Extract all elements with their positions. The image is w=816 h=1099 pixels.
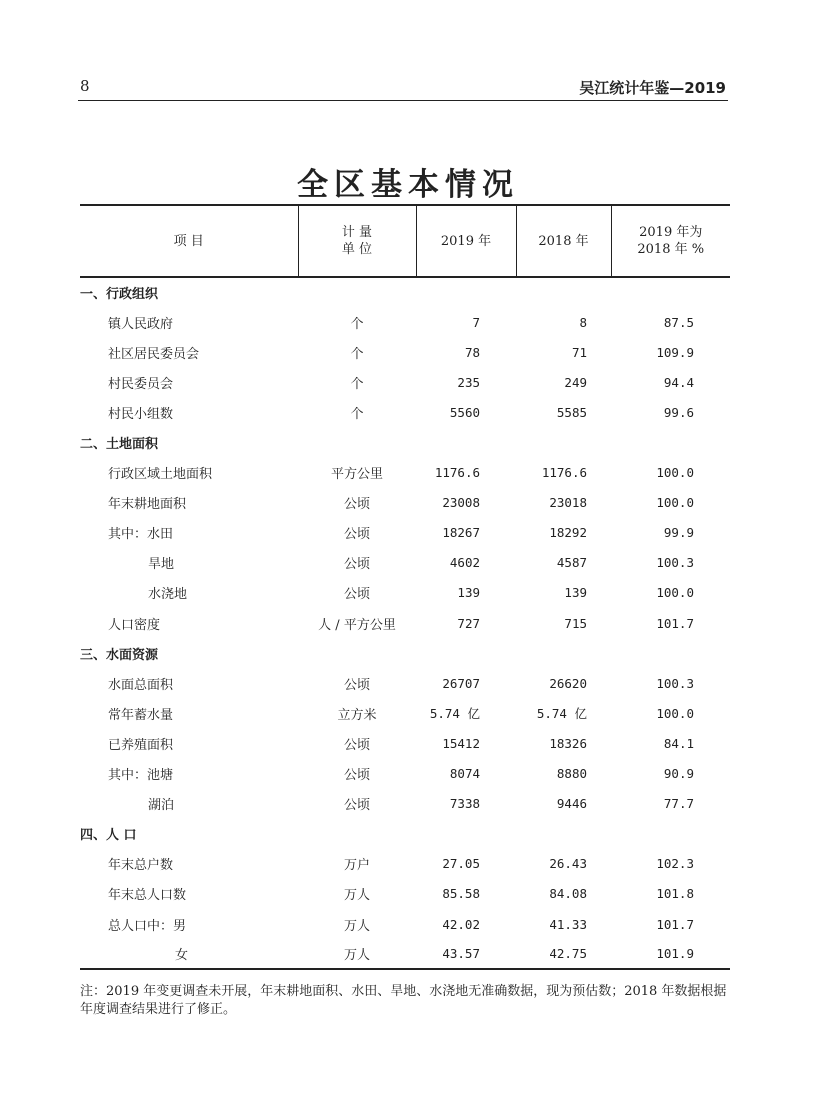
table-row — [80, 397, 730, 427]
row-item-label: 社区居民委员会 — [108, 346, 200, 362]
row-unit: 万人 — [343, 918, 370, 934]
column-header-2018-label: 2018 年 — [538, 233, 589, 249]
row-ratio: 100.0 — [656, 465, 694, 481]
section-heading: 一、行政组织 — [80, 287, 159, 303]
row-item-label: 总人口中：男 — [108, 918, 187, 934]
row-unit: 人 / 平方公里 — [318, 617, 396, 633]
row-item-label: 已养殖面积 — [108, 737, 174, 753]
row-unit: 个 — [350, 346, 364, 362]
column-header-2019-label: 2019 年 — [440, 233, 492, 249]
row-value-2018: 41.33 — [549, 916, 587, 932]
row-ratio: 102.3 — [656, 856, 694, 872]
row-item-label: 人口密度 — [108, 617, 161, 633]
section-row — [80, 427, 730, 457]
row-item-label: 年末总人口数 — [108, 888, 187, 904]
column-header-unit-line2: 单 位 — [341, 242, 373, 257]
row-value-2018: 249 — [564, 374, 587, 390]
row-item-label: 湖泊 — [148, 798, 175, 814]
row-value-2019: 7338 — [449, 796, 480, 812]
row-item-label: 村民小组数 — [108, 406, 174, 422]
row-ratio: 90.9 — [663, 766, 694, 782]
row-ratio: 100.0 — [656, 495, 694, 511]
section-heading: 三、水面资源 — [80, 647, 159, 663]
row-ratio: 109.9 — [656, 344, 694, 360]
row-item-label: 水面总面积 — [108, 677, 174, 693]
row-ratio: 84.1 — [663, 735, 694, 751]
table-row — [80, 909, 730, 939]
row-unit: 公顷 — [343, 527, 370, 543]
row-item-label: 镇人民政府 — [108, 316, 174, 332]
row-ratio: 77.7 — [663, 796, 694, 812]
row-value-2019: 7 — [472, 314, 480, 330]
row-value-2019: 8074 — [449, 766, 480, 782]
row-ratio: 99.9 — [663, 525, 694, 541]
section-row — [80, 638, 730, 668]
row-unit: 公顷 — [343, 737, 370, 753]
row-value-2019: 1176.6 — [434, 465, 480, 481]
table-row — [80, 458, 730, 488]
statistics-table — [80, 204, 730, 970]
row-value-2019: 18267 — [442, 525, 480, 541]
row-item-label: 年末耕地面积 — [108, 497, 187, 513]
row-ratio: 100.3 — [656, 675, 694, 691]
row-value-2018: 23018 — [549, 495, 587, 511]
column-header-item — [80, 205, 298, 277]
row-unit: 公顷 — [343, 798, 370, 814]
row-value-2018: 5.74 亿 — [536, 706, 587, 722]
row-value-2018: 42.75 — [516, 939, 611, 969]
row-item-label: 旱地 — [148, 557, 175, 573]
table-row — [80, 849, 730, 879]
row-value-2018: 18292 — [549, 525, 587, 541]
row-value-2018: 5585 — [556, 404, 587, 420]
row-value-2018: 9446 — [556, 796, 587, 812]
row-item-label: 常年蓄水量 — [108, 707, 174, 723]
row-unit: 万人 — [298, 939, 416, 969]
row-ratio: 101.7 — [656, 615, 694, 631]
table-header — [80, 205, 730, 277]
page-number: 8 — [80, 77, 90, 95]
row-ratio: 87.5 — [663, 314, 694, 330]
header-rule — [78, 100, 728, 101]
row-unit: 个 — [350, 406, 364, 422]
row-value-2018: 4587 — [556, 555, 587, 571]
row-unit: 万人 — [343, 888, 370, 904]
row-value-2019: 139 — [457, 585, 480, 601]
table-row — [80, 939, 730, 969]
section-row — [80, 819, 730, 849]
row-ratio: 100.0 — [656, 705, 694, 721]
table-row — [80, 789, 730, 819]
row-unit: 万户 — [343, 858, 370, 874]
row-value-2019: 42.02 — [442, 916, 480, 932]
row-unit: 公顷 — [343, 587, 370, 603]
row-ratio: 101.9 — [611, 939, 730, 969]
row-value-2018: 26.43 — [549, 856, 587, 872]
row-ratio: 94.4 — [663, 374, 694, 390]
row-value-2018: 26620 — [549, 675, 587, 691]
running-title: 吴江统计年鉴—2019 — [579, 79, 726, 97]
row-value-2019: 78 — [464, 344, 480, 360]
row-value-2019: 23008 — [442, 495, 480, 511]
table-row — [80, 488, 730, 518]
row-ratio: 100.3 — [656, 555, 694, 571]
column-header-unit-line1: 计 量 — [341, 225, 373, 240]
table-body — [80, 277, 730, 969]
table-row — [80, 578, 730, 608]
row-value-2018: 84.08 — [549, 886, 587, 902]
row-item-label: 其中：池塘 — [108, 768, 174, 784]
row-value-2019: 85.58 — [442, 886, 480, 902]
row-item-label: 其中：水田 — [108, 527, 174, 543]
table-row — [80, 728, 730, 758]
footnote: 注：2019 年变更调查未开展，年末耕地面积、水田、旱地、水浇地无准确数据，现为预估数；2018 年数据根据年度调查结果进行了修正。 — [80, 984, 727, 1017]
row-ratio: 101.8 — [656, 886, 694, 902]
row-value-2019: 235 — [457, 374, 480, 390]
row-value-2018: 1176.6 — [541, 465, 587, 481]
table-row — [80, 668, 730, 698]
row-item-label: 年末总户数 — [108, 858, 174, 874]
table-row — [80, 337, 730, 367]
row-unit: 个 — [350, 376, 364, 392]
row-ratio: 101.7 — [656, 916, 694, 932]
row-item-label: 女 — [80, 939, 298, 969]
row-unit: 个 — [350, 316, 364, 332]
row-unit: 公顷 — [343, 768, 370, 784]
row-value-2018: 71 — [571, 344, 587, 360]
row-value-2018: 715 — [564, 615, 587, 631]
table-row — [80, 608, 730, 638]
table-row — [80, 698, 730, 728]
section-row — [80, 277, 730, 307]
table-row — [80, 307, 730, 337]
row-value-2019: 5560 — [449, 404, 480, 420]
row-value-2018: 18326 — [549, 735, 587, 751]
row-unit: 公顷 — [343, 557, 370, 573]
row-ratio: 100.0 — [656, 585, 694, 601]
page-title: 全区基本情况 — [297, 166, 519, 203]
row-value-2018: 8 — [579, 314, 587, 330]
row-value-2019: 15412 — [442, 735, 480, 751]
row-value-2019: 43.57 — [416, 939, 516, 969]
row-value-2019: 5.74 亿 — [429, 706, 480, 722]
column-header-ratio-line1: 2019 年为 — [639, 225, 703, 240]
column-header-2018 — [516, 205, 611, 277]
row-value-2018: 139 — [564, 585, 587, 601]
row-value-2019: 727 — [457, 615, 480, 631]
table-row — [80, 367, 730, 397]
table-row — [80, 879, 730, 909]
row-ratio: 99.6 — [663, 404, 694, 420]
row-value-2019: 26707 — [442, 675, 480, 691]
row-unit: 平方公里 — [330, 467, 383, 483]
table-row — [80, 759, 730, 789]
row-item-label: 村民委员会 — [108, 376, 174, 392]
column-header-ratio-line2: 2018 年 % — [637, 242, 705, 257]
table-row — [80, 518, 730, 548]
section-heading: 四、人 口 — [80, 828, 137, 844]
row-value-2018: 8880 — [556, 766, 587, 782]
row-unit: 立方米 — [337, 707, 377, 723]
section-heading: 二、土地面积 — [80, 437, 159, 453]
row-item-label: 行政区域土地面积 — [108, 467, 213, 483]
row-value-2019: 27.05 — [442, 856, 480, 872]
row-unit: 公顷 — [343, 677, 370, 693]
column-header-ratio — [611, 205, 730, 277]
row-item-label: 水浇地 — [148, 587, 188, 603]
column-header-unit — [298, 205, 416, 277]
table-row — [80, 548, 730, 578]
column-header-2019 — [416, 205, 516, 277]
column-header-item-label: 项 目 — [173, 233, 204, 249]
row-value-2019: 4602 — [449, 555, 480, 571]
row-unit: 公顷 — [343, 497, 370, 513]
